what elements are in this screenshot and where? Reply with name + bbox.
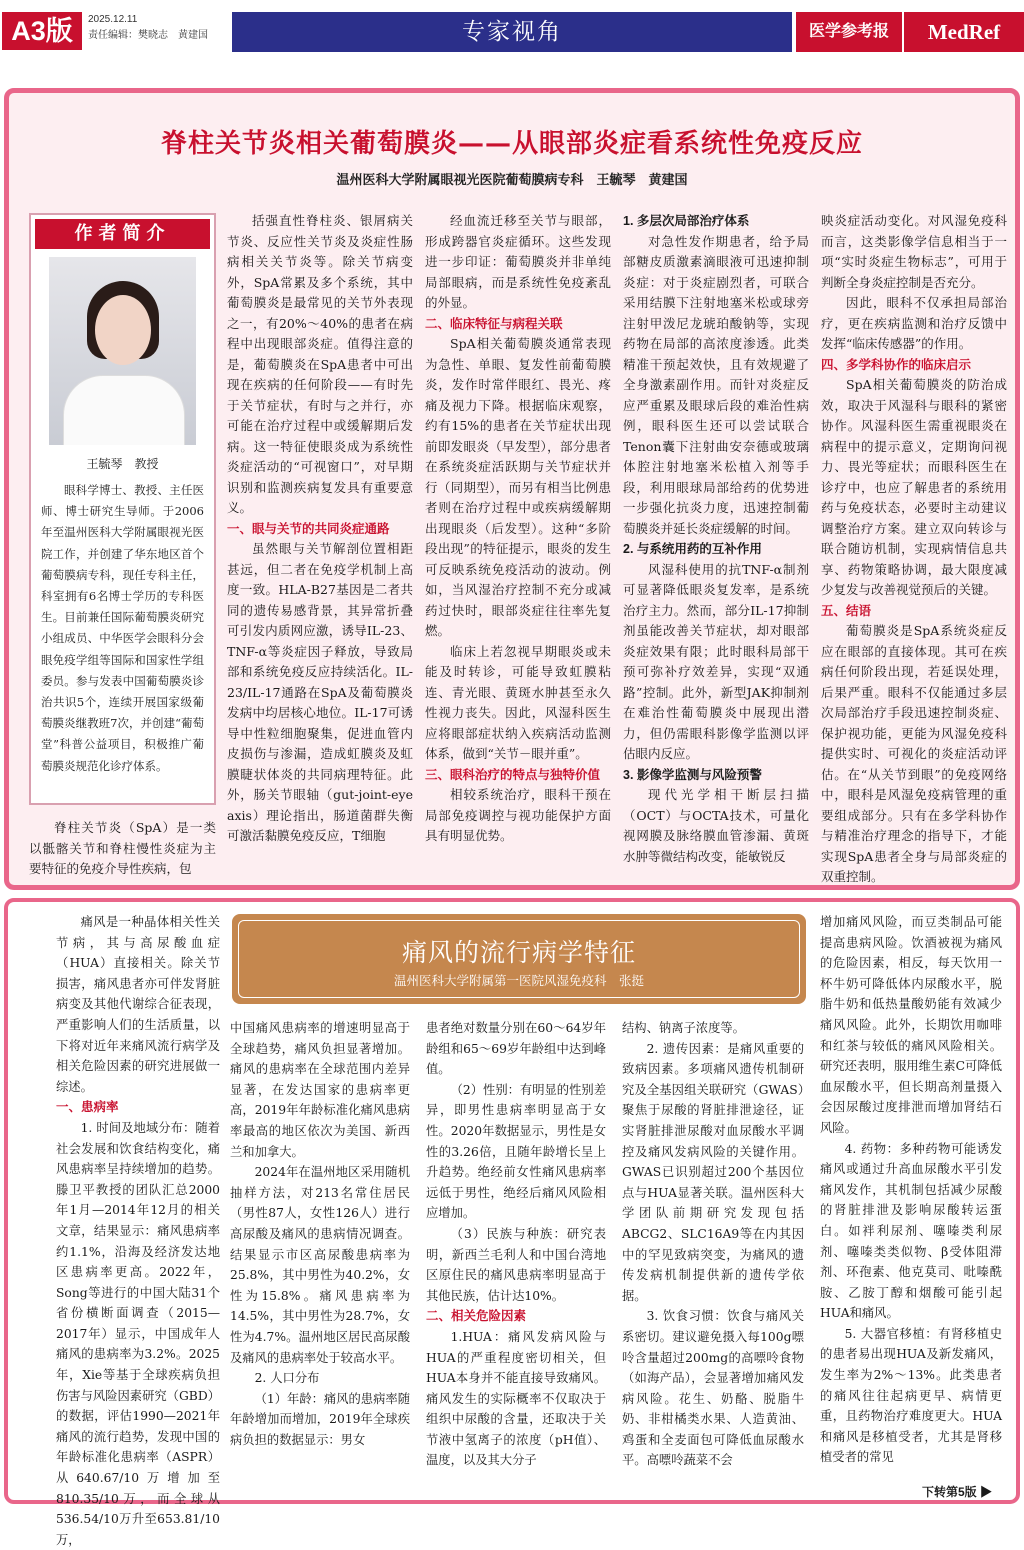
- paragraph: 1. 时间及地域分布：随着社会发展和饮食结构变化，痛风患病率呈持续增加的趋势。滕卫平教授的团队汇总2000年1月—2014年12月的相关文章，结果显示：痛风患病率约1.1%，沿海及经济发达地区患病率更高。2022年，Song等进行的中国大陆31个省份横断面调查（2015—2017年）显示，中国成年人痛风的患病率为3.2%。2025年，Xie等基于全球疾病负担伤害与风险因素研究（GBD）的数据，评估1990—2021年痛风的流行趋势，发现中国的年龄标准化患病率（ASPR）从640.67/10万增加至810.35/10万，而全球从536.54/10万升至653.81/10万，: [56, 1120, 220, 1547]
- brand-en: MedRef: [904, 12, 1024, 52]
- article2-col2: [230, 1018, 410, 1450]
- article2-col4: [622, 1018, 804, 1471]
- paragraph: 相较系统治疗，眼科干预在局部免疫调控与视功能保护方面具有明显优势。: [425, 787, 611, 843]
- issue-meta: [88, 12, 228, 44]
- subsection-heading: 1. 多层次局部治疗体系: [623, 214, 750, 228]
- article1-col1-tail: [29, 818, 216, 880]
- paragraph: 2. 人口分布: [254, 1371, 320, 1386]
- issue-date: 2025.12.11: [88, 14, 138, 25]
- edition-label: A3版: [2, 12, 82, 50]
- author-bio-text: 眼科学博士、教授、主任医师、博士研究生导师。于2006年至温州医科大学附属眼视光医院工作，并创建了华东地区首个葡萄膜病专科，现任专科主任，科室拥有6名博士学历的专科医生。目前兼任国际葡萄膜炎研究小组成员、中华医学会眼科分会眼免疫学组等国际和国家性学组委员。参与发表中国葡萄膜炎诊治共识5个，连续开展国家级葡萄膜炎继教班7次，并创建“葡萄堂”科普公益项目，积极推广葡萄膜炎规范化诊疗体系。: [41, 483, 204, 773]
- paragraph: 对急性发作期患者，给予局部糖皮质激素滴眼液可迅速抑制炎症：对于炎症剧烈者，可联合采用结膜下注射地塞米松或球旁注射甲泼尼龙琥珀酸钠等，实现药物在局部的高浓度渗透。此类精准干预起效快，且有效规避了全身激素副作用。而针对炎症反应严重累及眼球后段的难治性病例，眼科医生还可以尝试联合Tenon囊下注射曲安奈德或玻璃体腔注射地塞米松植入剂等手段，利用眼球局部给药的优势进一步强化抗炎力度，迅速控制葡萄膜炎并延长炎症缓解的时间。: [623, 233, 809, 536]
- paragraph: 因此，眼科不仅承担局部治疗，更在疾病监测和治疗反馈中发挥“临床传感器”的作用。: [821, 295, 1007, 351]
- article2-col3: [426, 1018, 606, 1471]
- paragraph: 4. 药物：多种药物可能诱发痛风或通过升高血尿酸水平引发痛风发作，其机制包括减少尿酸的肾脏排泄及影响尿酸转运蛋白。如袢利尿剂、噻嗪类利尿剂、噻嗪类类似物、β受体阻滞剂、环孢素、他克莫司、吡嗪酰胺、乙胺丁醇和烟酸可能引起HUA和痛风。: [820, 1141, 1002, 1321]
- paragraph: （2）性别：有明显的性别差异，即男性患病率明显高于女性。2020年数据显示，男性是女性的3.26倍，且随年龄增长呈上升趋势。绝经前女性痛风患病率远低于男性，绝经后痛风风险相应增加。: [426, 1082, 606, 1221]
- paragraph: 痛风是一种晶体相关性关节病，其与高尿酸血症（HUA）直接相关。除关节损害，痛风患者亦可伴发肾脏病变及其他代谢综合征表现，严重影响人们的生活质量，以下将对近年来痛风流行病学及相关危险因素的研究进展做一综述。: [56, 915, 220, 1094]
- author-bio-box: [29, 213, 216, 805]
- author-bio-heading: 作者简介: [35, 219, 210, 249]
- paragraph: 2. 遗传因素：是痛风重要的致病因素。多项痛风遗传机制研究及全基因组关联研究（GWAS）聚焦于尿酸的肾脏排泄途径，证实肾脏排泄尿酸对血尿酸水平调控及痛风发病风险的关键作用。GWAS已识别超过200个基因位点与HUA显著关联。温州医科大学团队前期研究发现包括ABCG2、SLC16A9等在内其因中的罕见致病突变，为痛风的遗传发病机制提供新的遗传学依据。: [622, 1041, 804, 1303]
- author-photo: [49, 257, 196, 445]
- section-heading: 一、患病率: [56, 1100, 119, 1115]
- section-heading: 五、结语: [821, 603, 872, 618]
- article-byline: 温州医科大学附属眼视光医院葡萄膜病专科 王毓琴 黄建国: [336, 172, 688, 187]
- continued-on-page: 下转第5版 ▶: [921, 1485, 992, 1499]
- subsection-heading: 2. 与系统用药的互补作用: [623, 542, 762, 556]
- paragraph: 2024年在温州地区采用随机抽样方法，对213名常住居民（男性87人，女性126人）进行高尿酸及痛风的患病情况调查。结果显示市区高尿酸患病率为25.8%，其中男性为40.2%，女性为15.8%。痛风患病率为14.5%，其中男性为28.7%，女性为4.7%。温州地区居民高尿酸及痛风的患病率处于较高水平。: [230, 1165, 410, 1365]
- paragraph: 临床上若忽视早期眼炎或未能及时转诊，可能导致虹膜粘连、青光眼、黄斑水肿甚至永久性视力丧失。因此，风湿科医生应将眼部症状纳入疾病活动监测体系，做到“关节－眼并重”。: [425, 643, 611, 761]
- paragraph: 患者绝对数量分别在60～64岁年龄组和65～69岁年龄组中达到峰值。: [426, 1021, 606, 1077]
- section-heading: 四、多学科协作的临床启示: [821, 357, 972, 372]
- article2-col1: [56, 912, 220, 1550]
- paragraph: （1）年龄：痛风的患病率随年龄增加而增加，2019年全球疾病负担的数据显示：男女: [230, 1391, 410, 1447]
- page-header: [0, 0, 1024, 58]
- paragraph: 中国痛风患病率的增速明显高于全球趋势，痛风负担显著增加。痛风的患病率在全球范围内差异显著，在发达国家的患病率更高，2019年年龄标准化痛风患病率最高的地区依次为美国、新西兰和加拿大。: [230, 1021, 410, 1159]
- paragraph: 风湿科使用的抗TNF-α制剂可显著降低眼炎复发率，是系统治疗主力。然而，部分IL-17抑制剂虽能改善关节症状，却对眼部炎症效果有限；此时眼科局部干预可弥补疗效差异，实现“双通路”控制。此外，新型JAK抑制剂在难治性葡萄膜炎中展现出潜力，但仍需眼科影像学监测以评估眼内反应。: [623, 561, 809, 761]
- section-heading: 二、相关危险因素: [426, 1309, 527, 1324]
- article1-col3: [425, 211, 611, 847]
- article2-col5: [820, 912, 1002, 1468]
- article-gout-epidemiology: [4, 898, 1020, 1547]
- issue-editors: 责任编辑：樊晓志 黄建国: [88, 30, 208, 41]
- paragraph: 虽然眼与关节解剖位置相距甚远，但二者在免疫学机制上高度一致。HLA-B27基因是二者共同的遗传易感背景，其异常折叠可引发内质网应激，诱导IL-23、TNF-α等炎症因子释放，导致局部和系统免疫反应持续活化。IL-23/IL-17通路在SpA及葡萄膜炎发病中均居核心地位。IL-17可诱导中性粒细胞聚集，促进血管内皮损伤与渗漏，造成虹膜炎及虹膜睫状体炎的共同病理特征。此外，肠关节眼轴（gut-joint-eye axis）理论指出，肠道菌群失衡可激活黏膜免疫反应，T细胞: [227, 541, 413, 843]
- paragraph: SpA相关葡萄膜炎的防治成效，取决于风湿科与眼科的紧密协作。风湿科医生需重视眼炎在病程中的提示意义，定期询问视力、畏光等症状；而眼科医生在诊疗中，也应了解患者的系统用药与免疫状态，必要时主动建议调整治疗方案。建立双向转诊与联合随访机制，实现病情信息共享、药物策略协调，最大限度减少复发与改善视觉预后的关键。: [821, 377, 1007, 597]
- paragraph: 结构、钠离子浓度等。: [622, 1021, 745, 1035]
- paragraph: 5. 大器官移植：有肾移植史的患者易出现HUA及新发痛风，发生率为2%～13%。此类患者的痛风往往起病更早、病情更重，且药物治疗难度更大。HUA和痛风是移植受者，尤其是肾移植受者的常见: [820, 1326, 1002, 1465]
- paragraph: 增加痛风风险，而豆类制品可能提高患病风险。饮酒被视为痛风的危险因素，相反，每天饮用一杯牛奶可降低体内尿酸水平，脱脂牛奶和低热量酸奶能有效减少痛风风险。此外，长期饮用咖啡和红茶与较低的痛风风险相关。研究还表明，服用维生素C可降低血尿酸水平，但长期高剂量摄入会因尿酸过度排泄而增加肾结石风险。: [820, 915, 1002, 1135]
- paragraph: SpA相关葡萄膜炎通常表现为急性、单眼、复发性前葡萄膜炎，发作时常伴眼红、畏光、疼痛及视力下降。根据临床观察，约有15%的患者在关节症状出现前即发眼炎（早发型），部分患者在系统炎症活跃期与关节症状并行（同期型），而另有相当比例患者则在治疗过程中或疾病缓解期出现眼炎（后发型）。这种“多阶段出现”的特征提示，眼炎的发生可反映系统免疫活动的波动。例如，当风湿治疗控制不充分或减药过快时，眼部炎症往往率先复燃。: [425, 336, 611, 638]
- paragraph: 括强直性脊柱炎、银屑病关节炎、反应性关节炎及炎症性肠病相关关节炎等。除关节病变外，SpA常累及多个系统，其中葡萄膜炎是最常见的关节外表现之一，有20%～40%的患者在病程中出现眼部炎症。值得注意的是，葡萄膜炎在SpA患者中可出现在疾病的任何阶段——有时先于关节症状，有时与之并行，亦可能在治疗过程中或缓解期后发病。这一特征使眼炎成为系统性炎症活动的“可视窗口”，对早期识别和监测疾病复发具有重要意义。: [227, 213, 413, 515]
- author-name: 王毓琴 教授: [86, 457, 159, 471]
- subsection-heading: 3. 影像学监测与风险预警: [623, 767, 762, 782]
- paragraph: 葡萄膜炎是SpA系统炎症反应在眼部的直接体现。其可在疾病任何阶段出现，若延误处理，后果严重。眼科不仅能通过多层次局部治疗手段迅速控制炎症、保护视功能，更能为风湿免疫科提供实时、可视化的炎症活动评估。在“从关节到眼”的免疫网络中，眼科是风湿免疫病管理的重要组成部分。只有在多学科协作与精准治疗理念的指导下，才能实现SpA患者全身与局部炎症的双重控制。: [821, 623, 1007, 884]
- article-title: 脊柱关节炎相关葡萄膜炎——从眼部炎症看系统性免疫反应: [160, 129, 863, 159]
- paragraph: （3）民族与种族：研究表明，新西兰毛利人和中国台湾地区原住民的痛风患病率明显高于其他民族，估计达10%。: [426, 1226, 606, 1303]
- paragraph: 脊柱关节炎（SpA）是一类以骶髂关节和脊柱慢性炎症为主要特征的免疫介导性疾病，包: [29, 820, 216, 876]
- brand-cn: 医学参考报: [796, 12, 902, 52]
- paragraph: 1.HUA：痛风发病风险与HUA的严重程度密切相关，但HUA本身并不能直接导致痛风。痛风发生的实际概率不仅取决于组织中尿酸的含量，还取决于关节液中氢离子的浓度（pH值）、温度，以及其大分子: [426, 1329, 606, 1468]
- article1-col2: [227, 211, 413, 847]
- article1-col4: [623, 211, 809, 867]
- paragraph: 3. 饮食习惯：饮食与痛风关系密切。建议避免摄入每100g嘌呤含量超过200mg的高嘌呤食物（如海产品），会显著增加痛风发病风险。花生、奶酪、脱脂牛奶、非柑橘类水果、人造黄油、鸡蛋和全麦面包可降低血尿酸水平。高嘌呤蔬菜不会: [622, 1309, 804, 1468]
- paragraph: 经血流迁移至关节与眼部，形成跨器官炎症循环。这些发现进一步印证：葡萄膜炎并非单纯局部眼病，而是系统性免疫紊乱的外显。: [425, 213, 611, 310]
- paragraph: 现代光学相干断层扫描（OCT）与OCTA技术，可量化视网膜及脉络膜血管渗漏、黄斑水肿等微结构改变，能敏锐反: [623, 787, 809, 864]
- article1-col5: [821, 211, 1007, 888]
- article-spa-uveitis: [4, 88, 1020, 890]
- paragraph: 映炎症活动变化。对风湿免疫科而言，这类影像学信息相当于一项“实时炎症生物标志”，可用于判断全身炎症控制是否充分。: [821, 213, 1007, 290]
- section-heading: 二、临床特征与病程关联: [425, 316, 563, 331]
- section-heading: 三、眼科治疗的特点与独特价值: [425, 767, 601, 782]
- section-heading: 一、眼与关节的共同炎症通路: [227, 521, 390, 536]
- article-title: 痛风的流行病学特征: [401, 938, 636, 967]
- article-byline: 温州医科大学附属第一医院风湿免疫科 张挺: [393, 974, 644, 988]
- section-title: 专家视角: [232, 12, 792, 52]
- article-title-banner: [232, 914, 806, 1004]
